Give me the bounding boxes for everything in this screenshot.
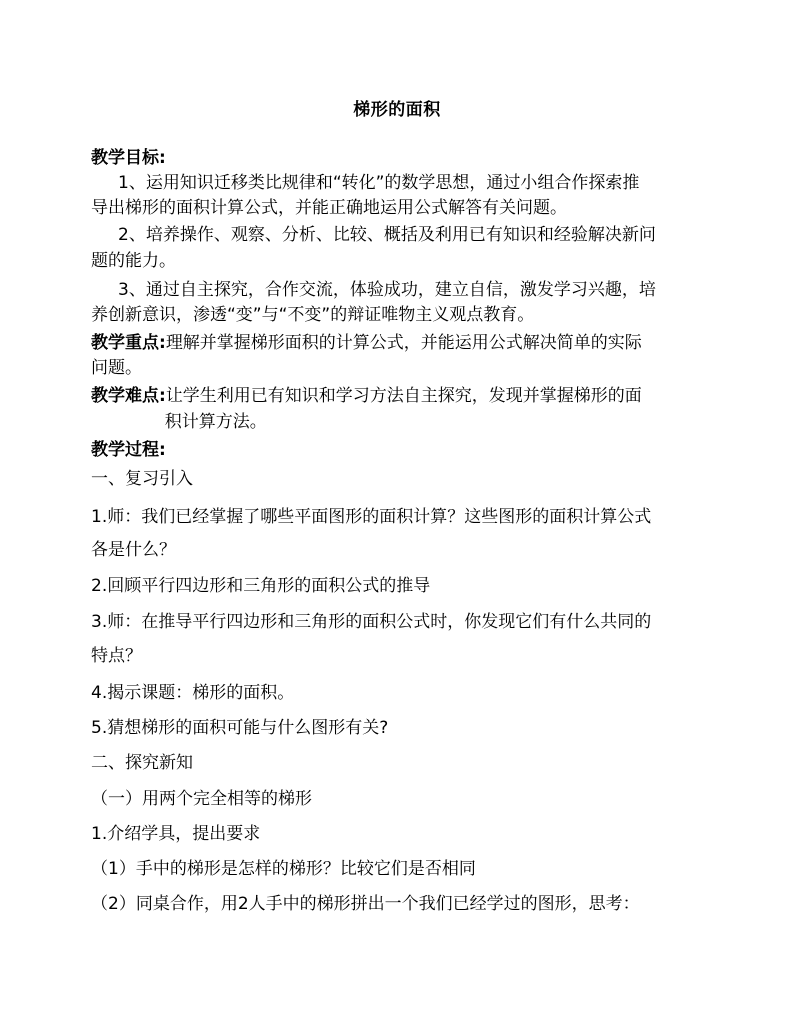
objective-3-line-1: 3、通过自主探究，合作交流，体验成功，建立自信，激发学习兴趣，培 xyxy=(118,280,656,300)
subsection-1-heading: （一）用两个完全相等的梯形 xyxy=(91,789,312,809)
objective-1-line-2: 导出梯形的面积计算公式，并能正确地运用公式解答有关问题。 xyxy=(91,198,567,218)
section-2-heading: 二、探究新知 xyxy=(91,753,193,773)
question-5: 5.猜想梯形的面积可能与什么图形有关? xyxy=(91,718,389,738)
key-point-text: 理解并掌握梯形面积的计算公式，并能运用公式解决简单的实际 xyxy=(165,333,642,353)
question-4: 4.揭示课题：梯形的面积。 xyxy=(91,683,295,703)
difficulty-text: 让学生利用已有知识和学习方法自主探究，发现并掌握梯形的面 xyxy=(165,386,642,406)
key-point-label: 教学重点: xyxy=(91,333,166,353)
question-1-line-2: 各是什么？ xyxy=(91,540,176,560)
difficulty-line-2 xyxy=(91,410,703,434)
question-2: 2.回顾平行四边形和三角形的面积公式的推导 xyxy=(91,576,431,596)
difficulty-text-2: 积计算方法。 xyxy=(164,412,267,432)
objective-3-line-2: 养创新意识，渗透“变”与“不变”的辩证唯物主义观点教育。 xyxy=(91,305,535,325)
difficulty-line-1 xyxy=(91,384,703,408)
difficulty-label: 教学难点: xyxy=(91,386,166,406)
key-point-line-1 xyxy=(91,331,703,355)
objective-1-line-1: 1、运用知识迁移类比规律和“转化”的数学思想，通过小组合作探索推 xyxy=(118,173,640,193)
step-1: 1.介绍学具，提出要求 xyxy=(91,824,261,844)
question-3-line-1: 3.师：在推导平行四边形和三角形的面积公式时，你发现它们有什么共同的 xyxy=(91,612,652,632)
process-heading: 教学过程: xyxy=(91,440,166,460)
section-1-heading: 一、复习引入 xyxy=(91,469,193,489)
question-1-line-1: 1.师：我们已经掌握了哪些平面图形的面积计算？这些图形的面积计算公式 xyxy=(91,507,652,527)
objective-2-line-1: 2、培养操作、观察、分析、比较、概括及利用已有知识和经验解决新问 xyxy=(118,225,656,245)
objective-2-line-2: 题的能力。 xyxy=(91,251,176,271)
objectives-heading: 教学目标: xyxy=(91,148,166,168)
step-1-item-b: （2）同桌合作，用2人手中的梯形拼出一个我们已经学过的图形，思考： xyxy=(91,894,640,914)
page-title: 梯形的面积 xyxy=(353,100,441,120)
question-3-line-2: 特点？ xyxy=(91,646,142,666)
step-1-item-a: （1）手中的梯形是怎样的梯形？比较它们是否相同 xyxy=(91,859,476,879)
key-point-line-2: 问题。 xyxy=(91,358,142,378)
